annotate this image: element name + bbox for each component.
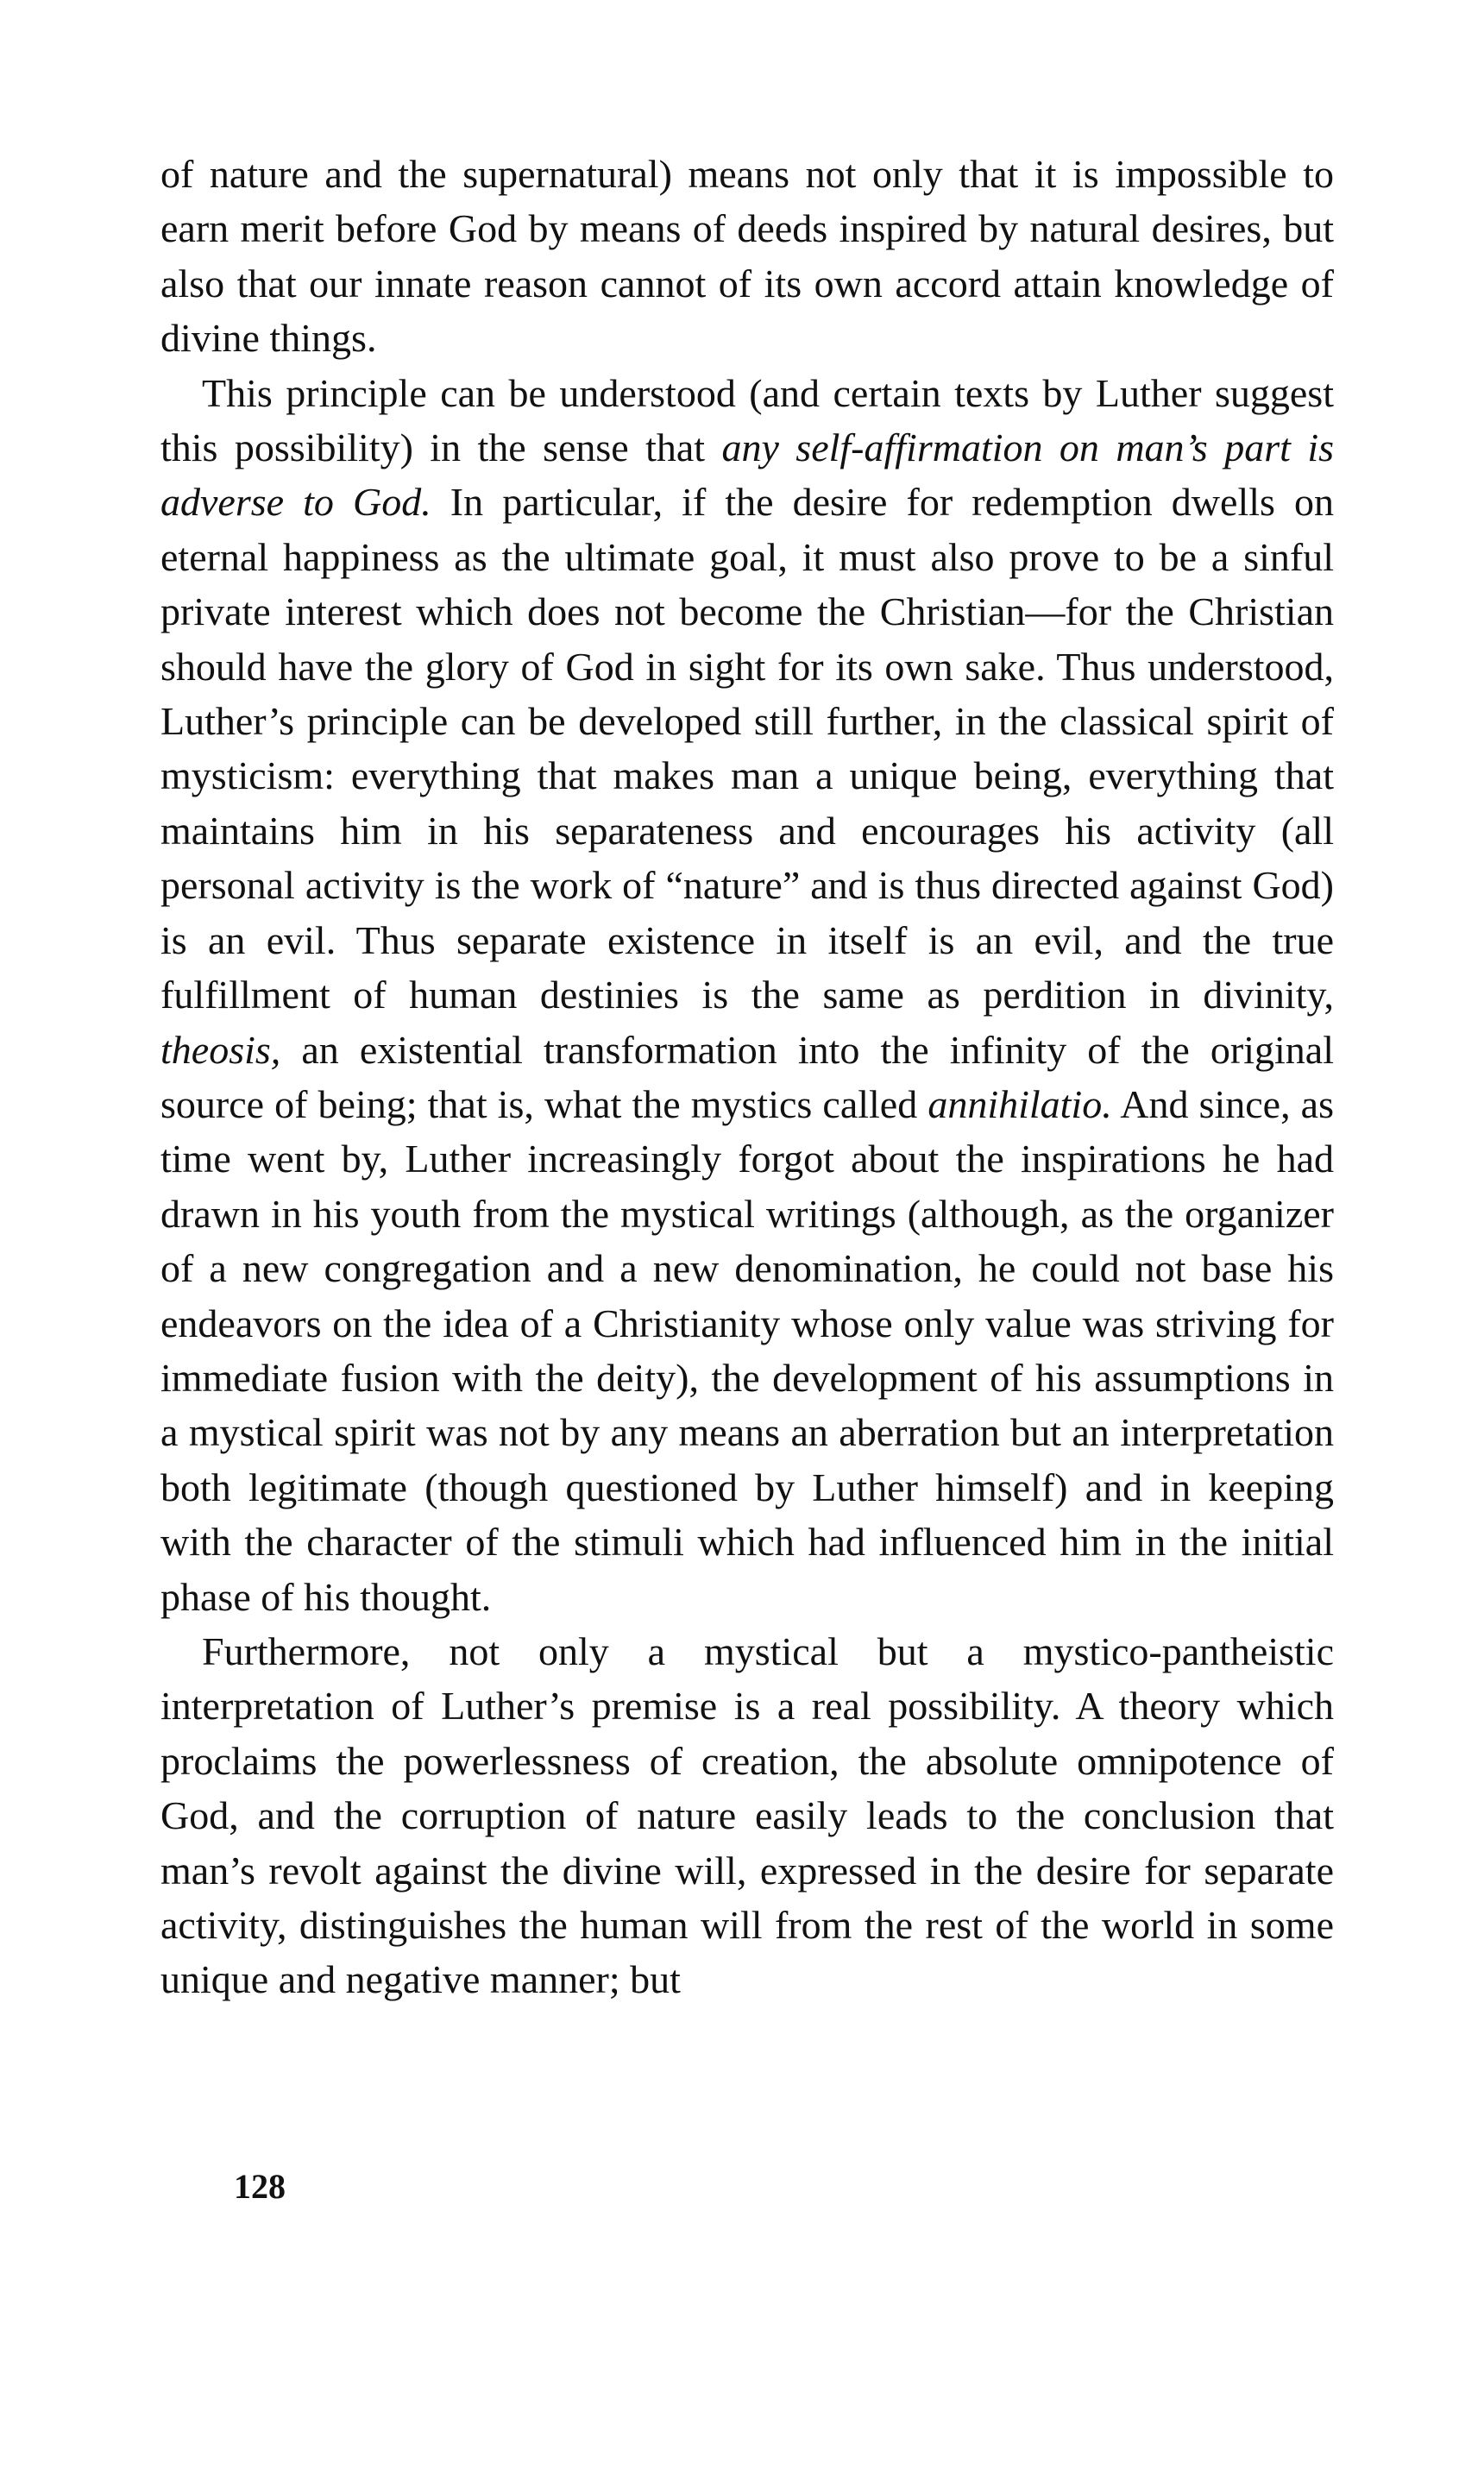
body-text: [160, 147, 1334, 2007]
paragraph-continuation: of nature and the supernatural) means not only that it is impossible to earn merit before God by means of deeds inspired by natural desires, but also that our innate reason cannot of its own accord attain knowledge of divine things.: [160, 152, 1334, 361]
text-run: And since, as time went by, Luther increasingly forgot about the inspirations he had drawn in his youth from the mystical writings (although, as the organizer of a new congregation and a new denomination, he could not base his endeavors on the idea of a Christianity whose only value was striving for immediate fusion with the deity), the development of his assumptions in a mystical spirit was not by any means an aberration but an interpretation both legitimate (though questioned by Luther himself) and in keeping with the character of the stimuli which had influenced him in the initial phase of his thought.: [160, 1081, 1335, 1619]
italic-term-annihilatio: annihilatio.: [928, 1081, 1112, 1126]
paragraph-luther-principle: [160, 366, 1334, 1624]
italic-term-theosis: theosis,: [160, 1027, 281, 1072]
page-number: 128: [234, 2167, 286, 2206]
italic-phrase: any self-affirmation on man’s part is adverse to God.: [160, 425, 1334, 525]
paragraph-mystico-pantheistic: Furthermore, not only a mystical but a mystico-pantheistic interpretation of Luther’s premise is a real possibility. A theory which proclaims the powerlessness of creation, the absolute omnipotence of God, and the corruption of nature easily leads to the conclusion that man’s revolt against the divine will, expressed in the desire for separate activity, distinguishes the human will from the rest of the world in some unique and negative manner; but: [160, 1628, 1334, 2002]
text-run: an existential transformation into the infinity of the original source of being; that is, what the mystics called: [160, 1027, 1334, 1126]
text-run: This principle can be understood (and certain texts by Luther suggest this possibility) in the sense that: [160, 370, 1334, 470]
text-run: In particular, if the desire for redemption dwells on eternal happiness as the ultimate goal, it must also prove to be a sinful private interest which does not become the Christian—for the Christian should have the glory of God in sight for its own sake. Thus understood, Luther’s principle can be developed still further, in the classical spirit of mysticism: everything that makes man a unique being, everything that maintains him in his separateness and encourages his activity (all personal activity is the work of “nature” and is thus directed against God) is an evil. Thus separate existence in itself is an evil, and the true fulfillment of human destinies is the same as perdition in divinity,: [160, 480, 1334, 1017]
